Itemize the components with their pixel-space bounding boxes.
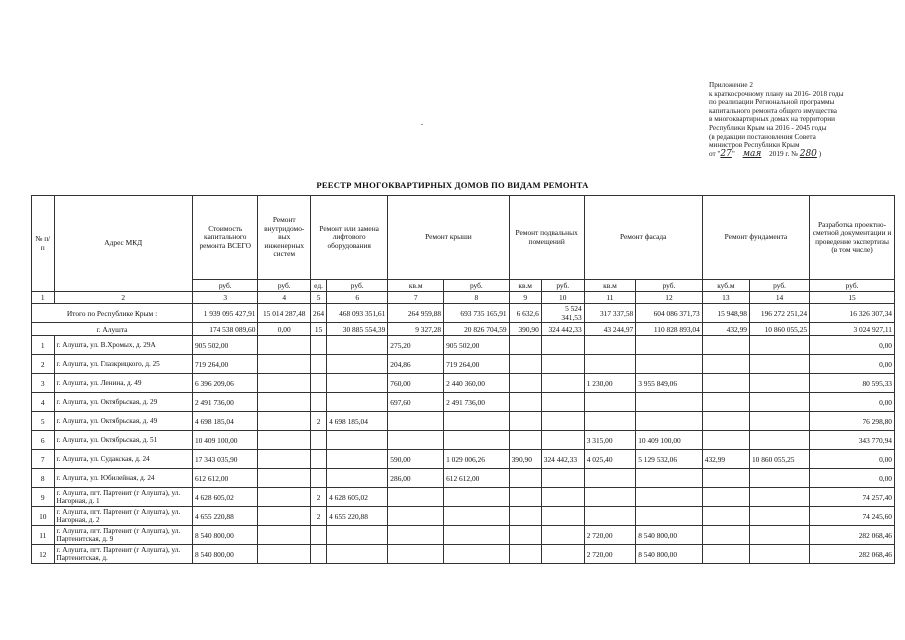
summary-cell: 264 959,88 bbox=[388, 304, 444, 323]
row-cell bbox=[258, 526, 311, 545]
row-number: 4 bbox=[32, 393, 55, 412]
row-cell: 204,86 bbox=[388, 355, 444, 374]
date-suffix: ) bbox=[818, 149, 822, 158]
row-cell: 0,00 bbox=[810, 336, 895, 355]
summary-cell: 30 885 554,39 bbox=[327, 323, 388, 336]
table-row bbox=[32, 336, 895, 355]
appendix-line: Приложение 2 bbox=[709, 81, 753, 89]
row-cell bbox=[258, 393, 311, 412]
summary-cell: 6 632,6 bbox=[509, 304, 541, 323]
row-cell: 3 955 849,06 bbox=[636, 374, 703, 393]
row-cell bbox=[749, 469, 809, 488]
row-cell bbox=[327, 431, 388, 450]
row-cell bbox=[509, 469, 541, 488]
row-cell: 8 540 800,00 bbox=[192, 545, 257, 564]
table-row bbox=[32, 488, 895, 507]
unit-cell: руб. bbox=[749, 280, 809, 292]
row-cell: 719 264,00 bbox=[444, 355, 509, 374]
row-cell bbox=[311, 526, 327, 545]
summary-cell: 9 327,28 bbox=[388, 323, 444, 336]
row-cell bbox=[541, 412, 584, 431]
row-cell bbox=[584, 336, 636, 355]
row-cell bbox=[311, 431, 327, 450]
row-number: 12 bbox=[32, 545, 55, 564]
table-row bbox=[32, 393, 895, 412]
row-cell: 432,99 bbox=[702, 450, 749, 469]
row-number: 7 bbox=[32, 450, 55, 469]
row-cell bbox=[444, 431, 509, 450]
appendix-line: по реализации Региональной программы bbox=[709, 98, 835, 107]
row-cell bbox=[311, 393, 327, 412]
row-cell bbox=[636, 469, 703, 488]
row-cell bbox=[388, 431, 444, 450]
summary-cell: 693 735 165,91 bbox=[444, 304, 509, 323]
unit-cell: руб. bbox=[810, 280, 895, 292]
col-number: 9 bbox=[509, 292, 541, 304]
row-cell bbox=[509, 526, 541, 545]
row-cell: 1 230,00 bbox=[584, 374, 636, 393]
row-cell bbox=[327, 545, 388, 564]
row-cell bbox=[541, 393, 584, 412]
unit-cell: руб. bbox=[541, 280, 584, 292]
row-cell bbox=[636, 412, 703, 431]
row-cell: 74 245,60 bbox=[810, 507, 895, 526]
row-cell bbox=[749, 393, 809, 412]
col-number: 12 bbox=[636, 292, 703, 304]
unit-cell: руб. bbox=[444, 280, 509, 292]
row-cell: 10 860 055,25 bbox=[749, 450, 809, 469]
document-title: РЕЕСТР МНОГОКВАРТИРНЫХ ДОМОВ ПО ВИДАМ РЕМОНТА bbox=[316, 180, 589, 190]
row-cell bbox=[541, 469, 584, 488]
row-cell bbox=[311, 450, 327, 469]
row-cell: 719 264,00 bbox=[192, 355, 257, 374]
col-number: 8 bbox=[444, 292, 509, 304]
table-row bbox=[32, 450, 895, 469]
row-cell bbox=[509, 507, 541, 526]
header-total: Стоимость капитального ремонта ВСЕГО bbox=[192, 196, 257, 280]
row-cell: 5 129 532,06 bbox=[636, 450, 703, 469]
row-cell: 0,00 bbox=[810, 469, 895, 488]
row-cell: 2 720,00 bbox=[584, 545, 636, 564]
row-cell bbox=[636, 336, 703, 355]
row-cell bbox=[749, 412, 809, 431]
row-cell: 17 343 035,90 bbox=[192, 450, 257, 469]
row-cell bbox=[258, 450, 311, 469]
row-cell bbox=[509, 355, 541, 374]
summary-cell: 110 828 893,04 bbox=[636, 323, 703, 336]
unit-cell: кв.м bbox=[509, 280, 541, 292]
row-number: 9 bbox=[32, 488, 55, 507]
header-internal-systems: Ремонт внутридомо-вых инженерных систем bbox=[258, 196, 311, 280]
row-cell bbox=[509, 374, 541, 393]
row-address: г. Алушта, пгт. Партенит (г Алушта), ул. Нагорная, д. 2 bbox=[54, 507, 192, 526]
row-cell: 74 257,40 bbox=[810, 488, 895, 507]
row-address: г. Алушта, пгт. Партенит (г Алушта), ул. Партенитская, д. bbox=[54, 545, 192, 564]
row-number: 11 bbox=[32, 526, 55, 545]
row-cell bbox=[388, 412, 444, 431]
row-cell: 4 655 220,88 bbox=[192, 507, 257, 526]
row-cell bbox=[702, 488, 749, 507]
header-design: Разработка проектно-сметной документации и проведение экспертизы (в том числе) bbox=[810, 196, 895, 280]
row-cell: 282 068,46 bbox=[810, 545, 895, 564]
handwritten-number: 280 bbox=[799, 148, 817, 159]
row-cell bbox=[584, 469, 636, 488]
row-number: 2 bbox=[32, 355, 55, 374]
row-cell bbox=[327, 355, 388, 374]
unit-cell: руб. bbox=[327, 280, 388, 292]
row-address: г. Алушта, ул. В.Хромых, д. 29А bbox=[54, 336, 192, 355]
row-cell bbox=[327, 469, 388, 488]
row-cell bbox=[327, 336, 388, 355]
row-cell bbox=[541, 545, 584, 564]
row-cell bbox=[444, 507, 509, 526]
row-cell bbox=[311, 336, 327, 355]
row-cell: 390,90 bbox=[509, 450, 541, 469]
date-mid: " bbox=[731, 149, 737, 158]
row-cell bbox=[702, 431, 749, 450]
column-number-row bbox=[32, 292, 895, 304]
summary-cell: 20 826 704,59 bbox=[444, 323, 509, 336]
row-address: г. Алушта, ул. Октябрьская, д. 51 bbox=[54, 431, 192, 450]
date-year: 2019 г. № bbox=[767, 149, 798, 158]
table-row bbox=[32, 412, 895, 431]
row-cell: 0,00 bbox=[810, 450, 895, 469]
table-row bbox=[32, 526, 895, 545]
row-cell bbox=[311, 374, 327, 393]
registry-table bbox=[31, 195, 895, 564]
header-num: № п/п bbox=[32, 196, 55, 292]
summary-cell: 390,90 bbox=[509, 323, 541, 336]
summary-cell: 1 939 095 427,91 bbox=[192, 304, 257, 323]
col-number: 14 bbox=[749, 292, 809, 304]
row-cell bbox=[311, 545, 327, 564]
row-cell bbox=[702, 355, 749, 374]
row-cell: 0,00 bbox=[810, 355, 895, 374]
appendix-date-line bbox=[709, 150, 899, 159]
row-cell: 76 298,80 bbox=[810, 412, 895, 431]
row-cell bbox=[444, 412, 509, 431]
unit-cell: кв.м bbox=[584, 280, 636, 292]
handwritten-day: 27 bbox=[720, 148, 732, 159]
appendix-line: Республики Крым на 2016 - 2045 годы bbox=[709, 123, 827, 132]
row-cell: 4 025,40 bbox=[584, 450, 636, 469]
row-cell bbox=[327, 374, 388, 393]
appendix-line: министров Республики Крым bbox=[709, 141, 800, 150]
row-cell bbox=[311, 355, 327, 374]
col-number: 4 bbox=[258, 292, 311, 304]
row-cell bbox=[541, 374, 584, 393]
row-cell bbox=[311, 469, 327, 488]
unit-cell: руб. bbox=[258, 280, 311, 292]
summary-cell: 324 442,33 bbox=[541, 323, 584, 336]
row-cell: 324 442,33 bbox=[541, 450, 584, 469]
row-cell bbox=[509, 412, 541, 431]
summary-label: г. Алушта bbox=[32, 323, 193, 336]
table-row bbox=[32, 355, 895, 374]
row-cell bbox=[509, 545, 541, 564]
row-cell bbox=[509, 431, 541, 450]
summary-cell: 16 326 307,34 bbox=[810, 304, 895, 323]
row-cell bbox=[444, 545, 509, 564]
header-facade: Ремонт фасада bbox=[584, 196, 702, 280]
row-cell: 8 540 800,00 bbox=[636, 526, 703, 545]
row-cell bbox=[541, 507, 584, 526]
row-cell bbox=[541, 431, 584, 450]
row-number: 8 bbox=[32, 469, 55, 488]
row-cell bbox=[327, 393, 388, 412]
row-address: г. Алушта, пгт. Партенит (г Алушта), ул. Нагорная, д. 1 bbox=[54, 488, 192, 507]
row-cell bbox=[749, 526, 809, 545]
summary-cell: 317 337,58 bbox=[584, 304, 636, 323]
row-cell: 6 396 209,06 bbox=[192, 374, 257, 393]
summary-cell: 5 524 341,53 bbox=[541, 304, 584, 323]
row-cell bbox=[749, 336, 809, 355]
col-number: 5 bbox=[311, 292, 327, 304]
row-cell: 4 698 185,04 bbox=[327, 412, 388, 431]
row-cell: 2 bbox=[311, 507, 327, 526]
row-cell bbox=[636, 393, 703, 412]
row-cell bbox=[388, 526, 444, 545]
col-number: 7 bbox=[388, 292, 444, 304]
col-number: 10 bbox=[541, 292, 584, 304]
summary-cell: 0,00 bbox=[258, 323, 311, 336]
row-address: г. Алушта, ул. Октябрьская, д. 49 bbox=[54, 412, 192, 431]
unit-cell: ед. bbox=[311, 280, 327, 292]
row-cell bbox=[388, 507, 444, 526]
row-cell bbox=[636, 488, 703, 507]
summary-cell: 174 538 089,60 bbox=[192, 323, 257, 336]
row-cell: 590,00 bbox=[388, 450, 444, 469]
row-cell bbox=[388, 545, 444, 564]
row-cell bbox=[702, 469, 749, 488]
summary-cell: 15 948,98 bbox=[702, 304, 749, 323]
row-cell: 2 491 736,00 bbox=[444, 393, 509, 412]
row-cell bbox=[702, 374, 749, 393]
header-foundation: Ремонт фундамента bbox=[702, 196, 809, 280]
row-cell bbox=[749, 374, 809, 393]
row-address: г. Алушта, ул. Судакская, д. 24 bbox=[54, 450, 192, 469]
row-address: г. Алушта, ул. Октябрьская, д. 29 bbox=[54, 393, 192, 412]
row-cell: 10 409 100,00 bbox=[192, 431, 257, 450]
row-cell: 2 440 360,00 bbox=[444, 374, 509, 393]
row-cell bbox=[444, 488, 509, 507]
summary-cell: 432,99 bbox=[702, 323, 749, 336]
date-prefix: от " bbox=[709, 149, 721, 158]
col-number: 6 bbox=[327, 292, 388, 304]
row-cell bbox=[541, 526, 584, 545]
unit-cell: куб.м bbox=[702, 280, 749, 292]
row-cell bbox=[258, 469, 311, 488]
handwritten-month: мая bbox=[742, 148, 762, 159]
row-cell: 3 315,00 bbox=[584, 431, 636, 450]
row-cell: 1 029 006,26 bbox=[444, 450, 509, 469]
total-row bbox=[32, 304, 895, 323]
table-row bbox=[32, 545, 895, 564]
row-cell bbox=[749, 545, 809, 564]
row-cell: 8 540 800,00 bbox=[192, 526, 257, 545]
row-number: 10 bbox=[32, 507, 55, 526]
summary-label: Итого по Республике Крым : bbox=[32, 304, 193, 323]
row-cell bbox=[509, 336, 541, 355]
row-cell bbox=[584, 488, 636, 507]
col-number: 15 bbox=[810, 292, 895, 304]
row-cell: 612 612,00 bbox=[444, 469, 509, 488]
row-cell bbox=[258, 507, 311, 526]
row-cell bbox=[584, 355, 636, 374]
row-cell bbox=[388, 488, 444, 507]
col-number: 13 bbox=[702, 292, 749, 304]
table-row bbox=[32, 469, 895, 488]
row-cell: 10 409 100,00 bbox=[636, 431, 703, 450]
unit-cell: кв.м bbox=[388, 280, 444, 292]
row-number: 6 bbox=[32, 431, 55, 450]
row-cell bbox=[258, 374, 311, 393]
row-cell: 282 068,46 bbox=[810, 526, 895, 545]
row-cell bbox=[258, 412, 311, 431]
row-cell: 275,20 bbox=[388, 336, 444, 355]
row-cell: 2 bbox=[311, 412, 327, 431]
row-cell bbox=[636, 355, 703, 374]
row-cell: 4 628 605,02 bbox=[192, 488, 257, 507]
row-cell bbox=[541, 355, 584, 374]
summary-cell: 3 024 927,11 bbox=[810, 323, 895, 336]
row-cell bbox=[327, 450, 388, 469]
row-cell bbox=[258, 431, 311, 450]
summary-cell: 15 bbox=[311, 323, 327, 336]
summary-cell: 43 244,97 bbox=[584, 323, 636, 336]
row-number: 3 bbox=[32, 374, 55, 393]
header-basement: Ремонт подвальных помещений bbox=[509, 196, 584, 280]
row-cell bbox=[584, 507, 636, 526]
table-row bbox=[32, 431, 895, 450]
row-cell: 8 540 800,00 bbox=[636, 545, 703, 564]
row-address: г. Алушта, ул. Глазкрицкого, д. 25 bbox=[54, 355, 192, 374]
row-number: 1 bbox=[32, 336, 55, 355]
summary-cell: 264 bbox=[311, 304, 327, 323]
table-row bbox=[32, 374, 895, 393]
row-cell: 760,00 bbox=[388, 374, 444, 393]
unit-cell: руб. bbox=[636, 280, 703, 292]
row-cell: 697,60 bbox=[388, 393, 444, 412]
appendix-block bbox=[709, 81, 899, 158]
row-cell bbox=[444, 526, 509, 545]
row-cell: 905 502,00 bbox=[444, 336, 509, 355]
row-number: 5 bbox=[32, 412, 55, 431]
row-cell: 2 491 736,00 bbox=[192, 393, 257, 412]
row-address: г. Алушта, ул. Ленина, д. 49 bbox=[54, 374, 192, 393]
row-cell bbox=[636, 507, 703, 526]
row-cell: 0,00 bbox=[810, 393, 895, 412]
row-cell: 4 655 220,88 bbox=[327, 507, 388, 526]
col-number: 3 bbox=[192, 292, 257, 304]
table-row bbox=[32, 507, 895, 526]
row-cell bbox=[258, 488, 311, 507]
row-cell bbox=[702, 507, 749, 526]
col-number: 11 bbox=[584, 292, 636, 304]
row-cell: 4 628 605,02 bbox=[327, 488, 388, 507]
row-cell bbox=[509, 393, 541, 412]
row-cell bbox=[258, 545, 311, 564]
summary-cell: 196 272 251,24 bbox=[749, 304, 809, 323]
row-cell bbox=[509, 488, 541, 507]
row-cell: 612 612,00 bbox=[192, 469, 257, 488]
row-cell bbox=[702, 393, 749, 412]
row-cell: 343 770,94 bbox=[810, 431, 895, 450]
row-cell bbox=[541, 488, 584, 507]
row-cell: 2 bbox=[311, 488, 327, 507]
header-address: Адрес МКД bbox=[54, 196, 192, 292]
row-cell: 286,00 bbox=[388, 469, 444, 488]
row-cell bbox=[584, 412, 636, 431]
row-cell bbox=[702, 412, 749, 431]
row-cell bbox=[702, 526, 749, 545]
row-cell bbox=[584, 393, 636, 412]
row-address: г. Алушта, ул. Юбилейная, д. 24 bbox=[54, 469, 192, 488]
row-cell bbox=[327, 526, 388, 545]
summary-cell: 15 014 287,48 bbox=[258, 304, 311, 323]
row-cell bbox=[258, 336, 311, 355]
header-elevator: Ремонт или замена лифтового оборудования bbox=[311, 196, 388, 280]
unit-cell: руб. bbox=[192, 280, 257, 292]
row-cell: 2 720,00 bbox=[584, 526, 636, 545]
row-cell: 4 698 185,04 bbox=[192, 412, 257, 431]
row-cell bbox=[702, 336, 749, 355]
row-cell bbox=[749, 507, 809, 526]
appendix-line: в многоквартирных домах на территории bbox=[709, 115, 835, 124]
summary-cell: 10 860 055,25 bbox=[749, 323, 809, 336]
col-number: 2 bbox=[54, 292, 192, 304]
row-address: г. Алушта, пгт. Партенит (г Алушта), ул. Партенитская, д. 9 bbox=[54, 526, 192, 545]
appendix-line: капитального ремонта общего имущества bbox=[709, 106, 837, 115]
row-cell bbox=[749, 431, 809, 450]
appendix-line: к краткосрочному плану на 2016- 2018 годы bbox=[709, 89, 844, 98]
row-cell bbox=[541, 336, 584, 355]
row-cell bbox=[258, 355, 311, 374]
scan-speck bbox=[421, 124, 423, 125]
city-row bbox=[32, 323, 895, 336]
summary-cell: 468 093 351,61 bbox=[327, 304, 388, 323]
row-cell bbox=[749, 488, 809, 507]
col-number: 1 bbox=[32, 292, 55, 304]
row-cell bbox=[702, 545, 749, 564]
row-cell: 905 502,00 bbox=[192, 336, 257, 355]
header-roof: Ремонт крыши bbox=[388, 196, 509, 280]
appendix-line: (в редакции постановления Совета bbox=[709, 132, 816, 141]
summary-cell: 604 086 371,73 bbox=[636, 304, 703, 323]
row-cell bbox=[749, 355, 809, 374]
row-cell: 80 595,33 bbox=[810, 374, 895, 393]
